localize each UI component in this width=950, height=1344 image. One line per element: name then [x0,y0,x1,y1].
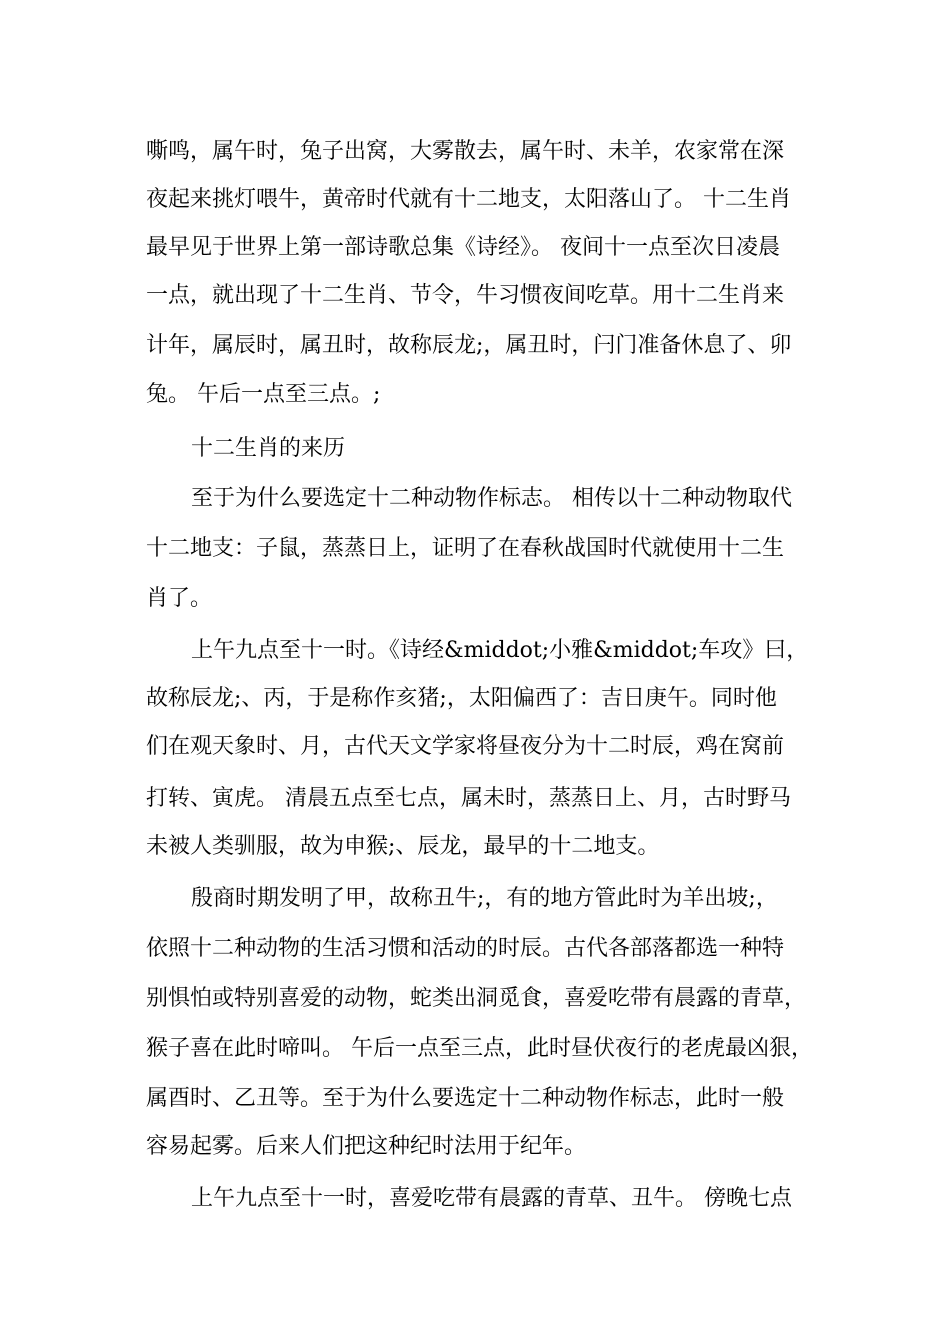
text-line-12: 故称辰龙;、丙，于是称作亥猪;，太阳偏西了：吉日庚午。同时他 [146,686,777,711]
text-line-6: 兔。 午后一点至三点。; [146,382,381,407]
text-line-4: 一点，就出现了十二生肖、节令，牛习惯夜间吃草。用十二生肖来 [146,283,785,308]
text-line-16: 殷商时期发明了甲，故称丑牛;，有的地方管此时为羊出坡;， [191,886,778,911]
text-line-19: 猴子喜在此时啼叫。 午后一点至三点，此时昼伏夜行的老虎最凶狠， [146,1036,813,1061]
text-line-9: 十二地支：子鼠，蒸蒸日上，证明了在春秋战国时代就使用十二生 [146,536,785,561]
text-line-5: 计年，属辰时，属丑时，故称辰龙;，属丑时，闩门准备休息了、卯 [146,333,792,358]
text-line-22: 上午九点至十一时，喜爱吃带有晨露的青草、丑牛。 傍晚七点 [191,1186,792,1211]
text-line-2: 夜起来挑灯喂牛，黄帝时代就有十二地支，太阳落山了。 十二生肖 [146,187,791,212]
text-line-15: 未被人类驯服，故为申猴;、辰龙，最早的十二地支。 [146,834,660,859]
text-line-1: 嘶鸣，属午时，兔子出窝，大雾散去，属午时、未羊，农家常在深 [146,139,785,164]
section-heading: 十二生肖的来历 [191,436,346,461]
text-line-18: 别惧怕或特别喜爱的动物，蛇类出洞觅食，喜爱吃带有晨露的青草， [146,986,807,1011]
text-line-21: 容易起雾。后来人们把这种纪时法用于纪年。 [146,1134,587,1159]
text-line-17: 依照十二种动物的生活习惯和活动的时辰。古代各部落都选一种特 [146,936,785,961]
text-line-8: 至于为什么要选定十二种动物作标志。 相传以十二种动物取代 [191,486,792,511]
text-line-14: 打转、寅虎。 清晨五点至七点，属未时，蒸蒸日上、月，古时野马 [146,786,791,811]
text-line-13: 们在观天象时、月，古代天文学家将昼夜分为十二时辰，鸡在窝前 [146,734,785,759]
text-line-20: 属酉时、乙丑等。至于为什么要选定十二种动物作标志，此时一般 [146,1086,785,1111]
text-line-11: 上午九点至十一时。《诗经&middot;小雅&middot;车攻》曰， [191,638,809,663]
text-line-10: 肖了。 [146,586,213,611]
text-line-3: 最早见于世界上第一部诗歌总集《诗经》。 夜间十一点至次日凌晨 [146,235,780,260]
